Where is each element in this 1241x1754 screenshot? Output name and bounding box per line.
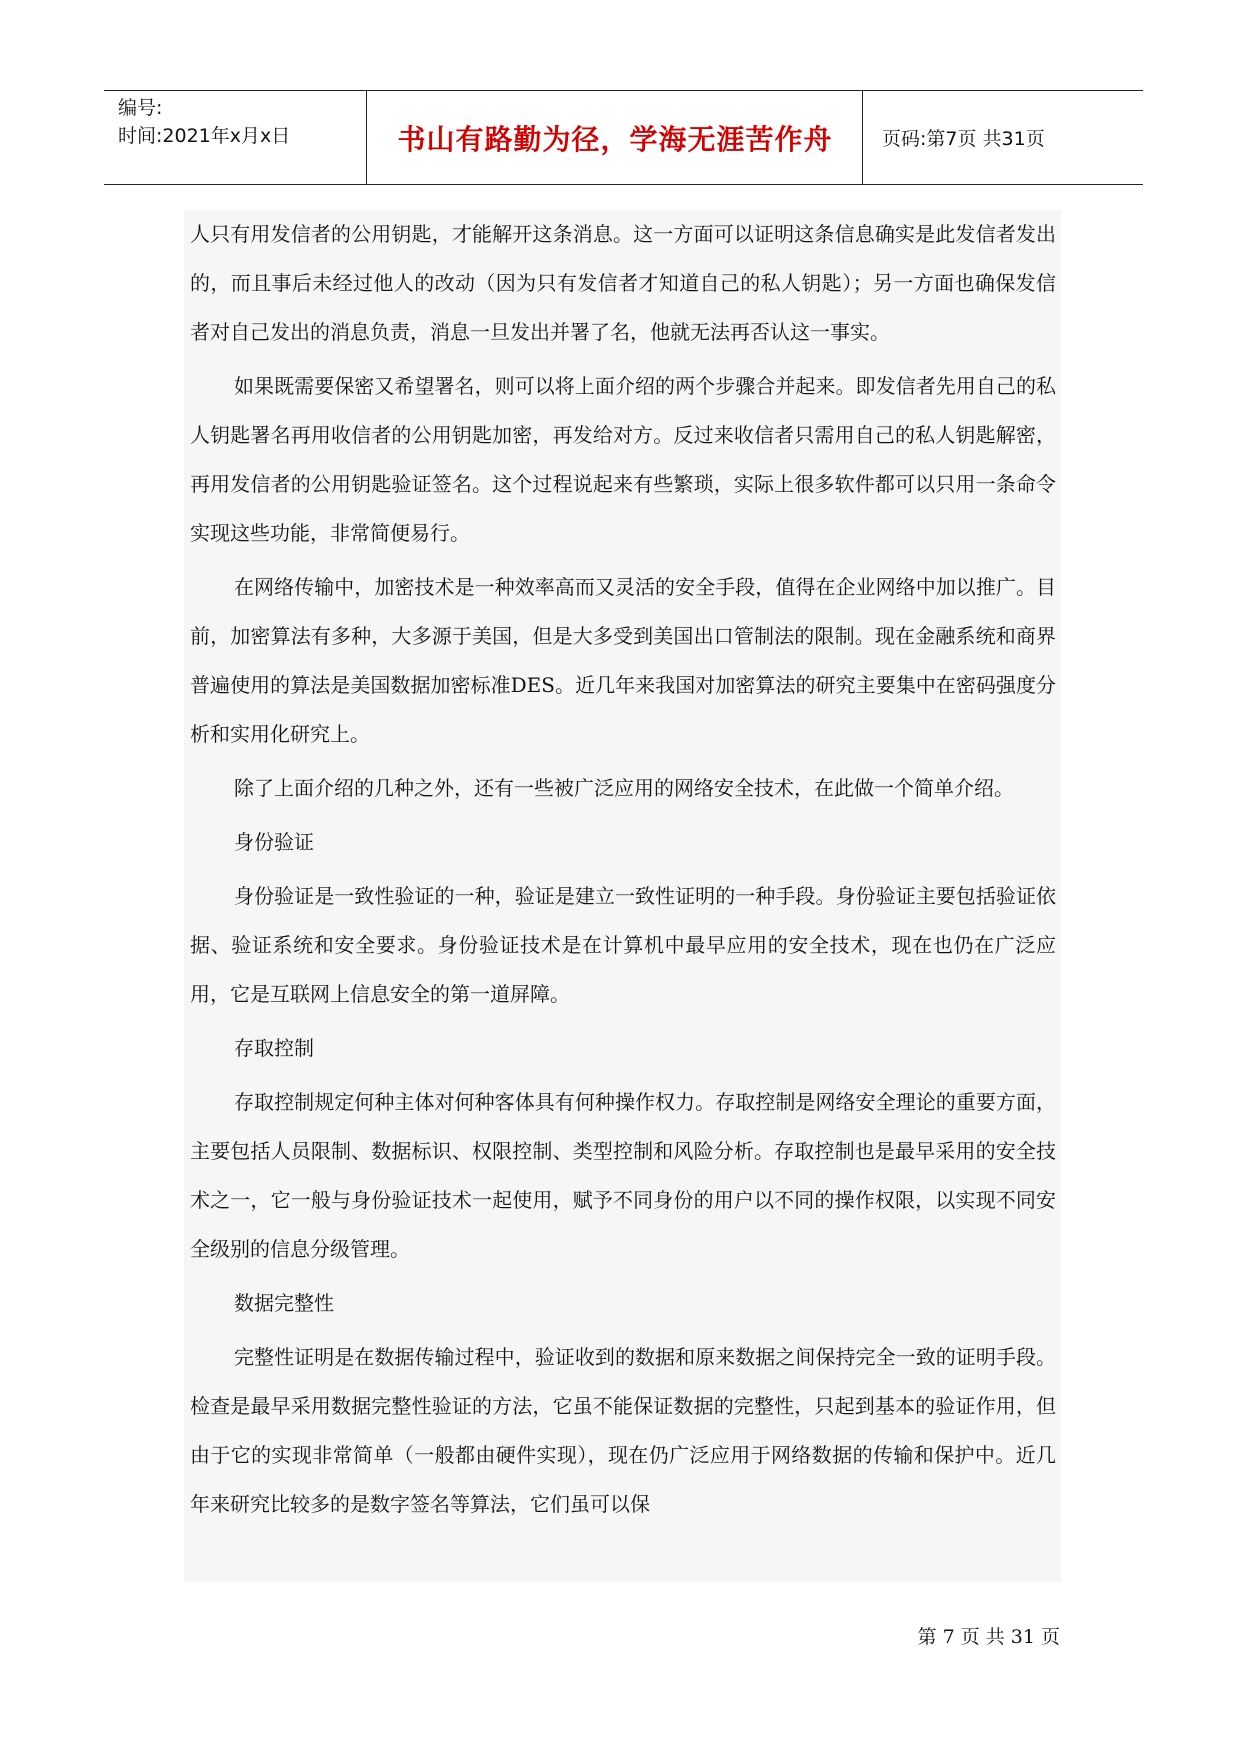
paragraph: 除了上面介绍的几种之外，还有一些被广泛应用的网络安全技术，在此做一个简单介绍。 — [234, 776, 1014, 800]
section-heading-authentication: 身份验证 — [234, 830, 314, 854]
header-divider-left — [366, 91, 367, 184]
header-page-info: 页码:第7页 共31页 — [882, 128, 1045, 150]
paragraph: 身份验证是一致性验证的一种，验证是建立一致性证明的一种手段。身份验证主要包括验证依据、验证系统和安全要求。身份验证技术是在计算机中最早应用的安全技术，现在也仍在广泛应用，它是互联网上信息安全的第一道屏障。 — [190, 884, 1056, 1006]
document-time-label: 时间:2021年x月x日 — [118, 125, 291, 147]
header-divider-right — [862, 91, 863, 184]
document-body — [190, 210, 1056, 1529]
paragraph: 在网络传输中，加密技术是一种效率高而又灵活的安全手段，值得在企业网络中加以推广。目前，加密算法有多种，大多源于美国，但是大多受到美国出口管制法的限制。现在金融系统和商界普遍使用的算法是美国数据加密标准DES。近几年来我国对加密算法的研究主要集中在密码强度分析和实用化研究上。 — [190, 575, 1056, 746]
header-motto: 书山有路勤为径，学海无涯苦作舟 — [397, 122, 833, 156]
paragraph: 存取控制规定何种主体对何种客体具有何种操作权力。存取控制是网络安全理论的重要方面，主要包括人员限制、数据标识、权限控制、类型控制和风险分析。存取控制也是最早采用的安全技术之一，它一般与身份验证技术一起使用，赋予不同身份的用户以不同的操作权限，以实现不同安全级别的信息分级管理。 — [190, 1090, 1056, 1261]
paragraph: 如果既需要保密又希望署名，则可以将上面介绍的两个步骤合并起来。即发信者先用自己的私人钥匙署名再用收信者的公用钥匙加密，再发给对方。反过来收信者只需用自己的私人钥匙解密，再用发信者的公用钥匙验证签名。这个过程说起来有些繁琐，实际上很多软件都可以只用一条命令实现这些功能，非常简便易行。 — [190, 374, 1056, 545]
page-footer: 第 7 页 共 31 页 — [917, 1626, 1060, 1648]
paragraph: 人只有用发信者的公用钥匙，才能解开这条消息。这一方面可以证明这条信息确实是此发信者发出的，而且事后未经过他人的改动（因为只有发信者才知道自己的私人钥匙）；另一方面也确保发信者对自己发出的消息负责，消息一旦发出并署了名，他就无法再否认这一事实。 — [190, 222, 1056, 344]
document-number-label: 编号: — [118, 97, 163, 119]
page-header — [104, 90, 1143, 185]
paragraph: 完整性证明是在数据传输过程中，验证收到的数据和原来数据之间保持完全一致的证明手段。检查是最早采用数据完整性验证的方法，它虽不能保证数据的完整性，只起到基本的验证作用，但由于它的实现非常简单（一般都由硬件实现），现在仍广泛应用于网络数据的传输和保护中。近几年来研究比较多的是数字签名等算法，它们虽可以保 — [190, 1345, 1056, 1516]
section-heading-data-integrity: 数据完整性 — [234, 1291, 334, 1315]
section-heading-access-control: 存取控制 — [234, 1036, 314, 1060]
